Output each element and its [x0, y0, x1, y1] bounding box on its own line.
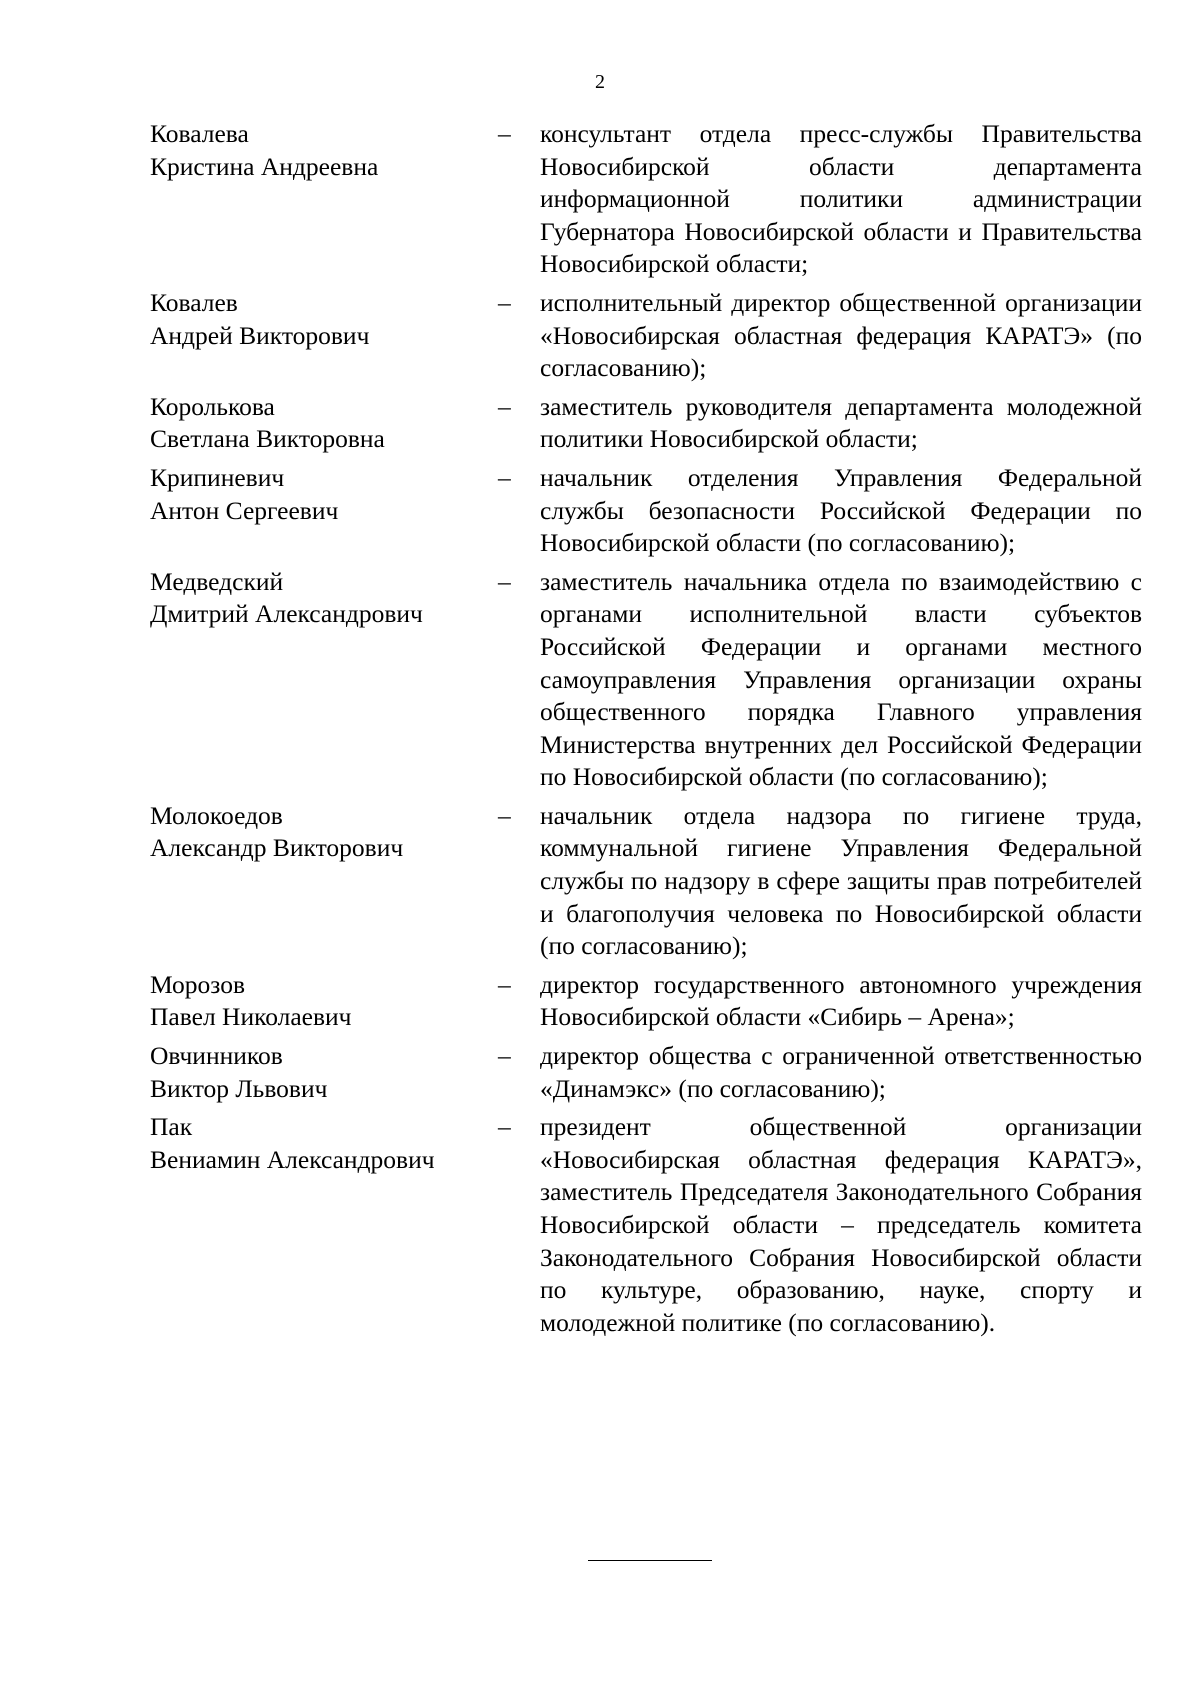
member-given-names: Вениамин Александрович	[150, 1144, 435, 1174]
entry-dash: –	[498, 462, 511, 492]
end-separator-line	[588, 1560, 712, 1561]
entry-dash: –	[498, 1041, 511, 1071]
entry-dash: –	[498, 969, 511, 999]
member-given-names: Кристина Андреевна	[150, 151, 379, 181]
member-surname: Овчинников	[150, 1041, 283, 1071]
member-surname: Королькова	[150, 391, 275, 421]
member-surname: Морозов	[150, 969, 246, 999]
member-surname: Молокоедов	[150, 800, 283, 830]
member-name	[150, 969, 498, 1034]
member-entry	[150, 969, 1150, 1034]
member-name	[150, 1111, 498, 1176]
member-given-names: Виктор Львович	[150, 1073, 328, 1103]
member-surname: Ковалев	[150, 287, 238, 317]
member-position: консультант отдела пресс-службы Правительства Новосибирской области департамента информационной политики администрации Губернатора Новосибирской области и Правительства Новосибирской области;	[540, 119, 1142, 279]
member-surname: Медведский	[150, 566, 284, 596]
member-name	[150, 287, 498, 352]
entry-dash: –	[498, 800, 511, 830]
member-position: исполнительный директор общественной организации «Новосибирская областная федерация КАРАТЭ» (по согласованию);	[540, 287, 1142, 383]
entry-dash: –	[498, 391, 511, 421]
entry-dash: –	[498, 119, 511, 148]
member-name	[150, 118, 498, 183]
member-entry	[150, 462, 1150, 560]
member-name	[150, 800, 498, 865]
member-position: заместитель руководителя департамента молодежной политики Новосибирской области;	[540, 391, 1142, 454]
member-surname: Ковалева	[150, 119, 249, 148]
member-entry	[150, 1111, 1150, 1339]
member-surname: Крипиневич	[150, 462, 285, 492]
member-position: директор государственного автономного учреждения Новосибирской области «Сибирь – Арена»;	[540, 969, 1142, 1032]
member-name	[150, 1040, 498, 1105]
entry-dash: –	[498, 287, 511, 317]
entry-dash: –	[498, 566, 511, 596]
member-position: заместитель начальника отдела по взаимодействию с органами исполнительной власти субъектов Российской Федерации и органами местного самоуправления Управления организации охраны общественного порядка Главного управления Министерства внутренних дел Российской Федерации по Новосибирской области (по согласованию);	[540, 566, 1142, 792]
member-position: начальник отделения Управления Федеральной службы безопасности Российской Федерации по Новосибирской области (по согласованию);	[540, 462, 1142, 558]
member-entry	[150, 287, 1150, 385]
member-entry	[150, 1040, 1150, 1105]
member-given-names: Павел Николаевич	[150, 1002, 352, 1032]
entry-dash: –	[498, 1112, 511, 1142]
member-entry	[150, 566, 1150, 794]
member-entry	[150, 800, 1150, 963]
member-entry	[150, 391, 1150, 456]
member-entry	[150, 118, 1150, 281]
member-roster	[150, 118, 1150, 1339]
member-name	[150, 462, 498, 527]
member-position: начальник отдела надзора по гигиене труда, коммунальной гигиене Управления Федеральной службы по надзору в сфере защиты прав потребителей и благополучия человека по Новосибирской области (по согласованию);	[540, 800, 1142, 961]
page-number: 2	[595, 71, 605, 93]
member-given-names: Светлана Викторовна	[150, 424, 385, 454]
member-name	[150, 566, 498, 631]
member-given-names: Дмитрий Александрович	[150, 599, 423, 629]
member-given-names: Антон Сергеевич	[150, 495, 339, 525]
member-position: директор общества с ограниченной ответственностью «Динамэкс» (по согласованию);	[540, 1041, 1142, 1103]
member-surname: Пак	[150, 1112, 193, 1142]
member-given-names: Андрей Викторович	[150, 320, 370, 350]
member-given-names: Александр Викторович	[150, 833, 404, 863]
member-name	[150, 391, 498, 456]
member-position: президент общественной организации «Новосибирская областная федерация КАРАТЭ», заместитель Председателя Законодательного Собрания Новосибирской области – председатель комитета Законодательного Собрания Новосибирской области по культуре, образованию, науке, спорту и молодежной политике (по согласованию).	[540, 1112, 1142, 1337]
